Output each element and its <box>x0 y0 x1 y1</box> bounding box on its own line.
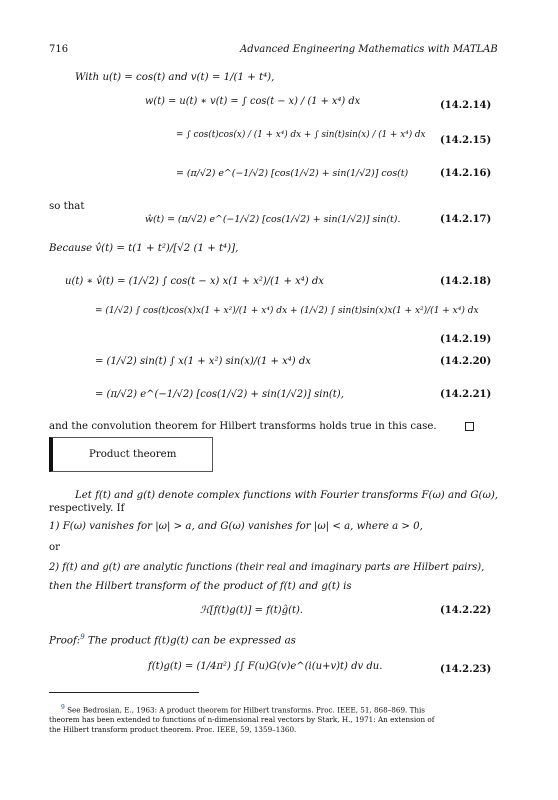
equation-number: (14.2.23) <box>440 664 492 675</box>
proof-label: Proof: <box>49 635 81 647</box>
equation-14-2-19: = (1/√2) ∫ cos(t)cos(x)x(1 + x²)/(1 + x⁴) dx + (1/√2) ∫ sin(t)sin(x)x(1 + x²)/(1 + x⁴) dx <box>95 306 479 316</box>
equation-14-2-21: = (π/√2) e^(−1/√2) [cos(1/√2) + sin(1/√2)] sin(t), <box>95 389 344 400</box>
equation-14-2-23: f(t)g(t) = (1/4π²) ∫∫ F(u)G(v)e^(i(u+v)t) dv du. <box>148 661 383 672</box>
footnote-ref[interactable]: 9 <box>80 633 85 641</box>
footnote-rule <box>49 692 199 693</box>
qed-square <box>465 422 474 431</box>
equation-number: (14.2.19) <box>440 334 492 345</box>
equation-14-2-14: w(t) = u(t) ∗ v(t) = ∫ cos(t − x) / (1 + x⁴) dx <box>145 96 361 107</box>
equation-14-2-17: ŵ(t) = (π/√2) e^(−1/√2) [cos(1/√2) + sin(1/√2)] sin(t). <box>145 214 401 225</box>
intro-line: Let f(t) and g(t) denote complex functions with Fourier transforms F(ω) and G(ω), <box>75 490 499 501</box>
so-that-text: so that <box>49 201 85 212</box>
footnote <box>49 703 509 735</box>
equation-number: (14.2.18) <box>440 276 492 287</box>
then-line: then the Hilbert transform of the product of f(t) and g(t) is <box>49 581 352 592</box>
page-number: 716 <box>49 44 69 55</box>
equation-number: (14.2.22) <box>440 605 492 616</box>
because-line: Because v̂(t) = t(1 + t²)/[√2 (1 + t⁴)], <box>49 243 239 254</box>
equation-14-2-16: = (π/√2) e^(−1/√2) [cos(1/√2) + sin(1/√2)] cos(t) <box>176 168 409 179</box>
section-title: Product theorem <box>89 449 177 460</box>
conclusion-text: and the convolution theorem for Hilbert transforms holds true in this case. <box>49 421 437 432</box>
proof-line <box>49 631 296 647</box>
condition-1: 1) F(ω) vanishes for |ω| > a, and G(ω) vanishes for |ω| < a, where a > 0, <box>49 521 423 532</box>
equation-14-2-15: = ∫ cos(t)cos(x) / (1 + x⁴) dx + ∫ sin(t)sin(x) / (1 + x⁴) dx <box>176 130 426 140</box>
equation-14-2-20: = (1/√2) sin(t) ∫ x(1 + x²) sin(x)/(1 + x⁴) dx <box>95 356 311 367</box>
with-line: With u(t) = cos(t) and v(t) = 1/(1 + t⁴), <box>75 72 275 83</box>
or-text: or <box>49 542 61 553</box>
footnote-line-1: $^9$ See Bedrosian, E., 1963: A product theorem for Hilbert transforms. Proc. IEEE, 51, 868–869. This <box>61 704 425 715</box>
equation-number: (14.2.20) <box>440 356 492 367</box>
intro-line-2: respectively. If <box>49 503 125 514</box>
footnote-mark: 9 <box>61 704 65 711</box>
equation-14-2-18: u(t) ∗ v̂(t) = (1/√2) ∫ cos(t − x) x(1 + x²)/(1 + x⁴) dx <box>65 276 324 287</box>
equation-number: (14.2.21) <box>440 389 492 400</box>
condition-2: 2) f(t) and g(t) are analytic functions (their real and imaginary parts are Hilbert pairs), <box>49 562 485 573</box>
footnote-line-2: theorem has been extended to functions of n-dimensional real vectors by Stark, H., 1971: An extension of <box>49 715 435 725</box>
footnote-line-3: the Hilbert transform product theorem. Proc. IEEE, 59, 1359–1360. <box>49 725 297 735</box>
equation-number: (14.2.16) <box>440 168 492 179</box>
equation-number: (14.2.14) <box>440 100 492 111</box>
equation-14-2-22: ℋ[f(t)g(t)] = f(t)ĝ(t). <box>200 605 304 616</box>
running-title: Advanced Engineering Mathematics with MATLAB <box>240 44 498 55</box>
equation-number: (14.2.17) <box>440 214 492 225</box>
section-box <box>49 437 213 472</box>
proof-text: The product f(t)g(t) can be expressed as <box>84 635 296 647</box>
equation-number: (14.2.15) <box>440 135 492 146</box>
